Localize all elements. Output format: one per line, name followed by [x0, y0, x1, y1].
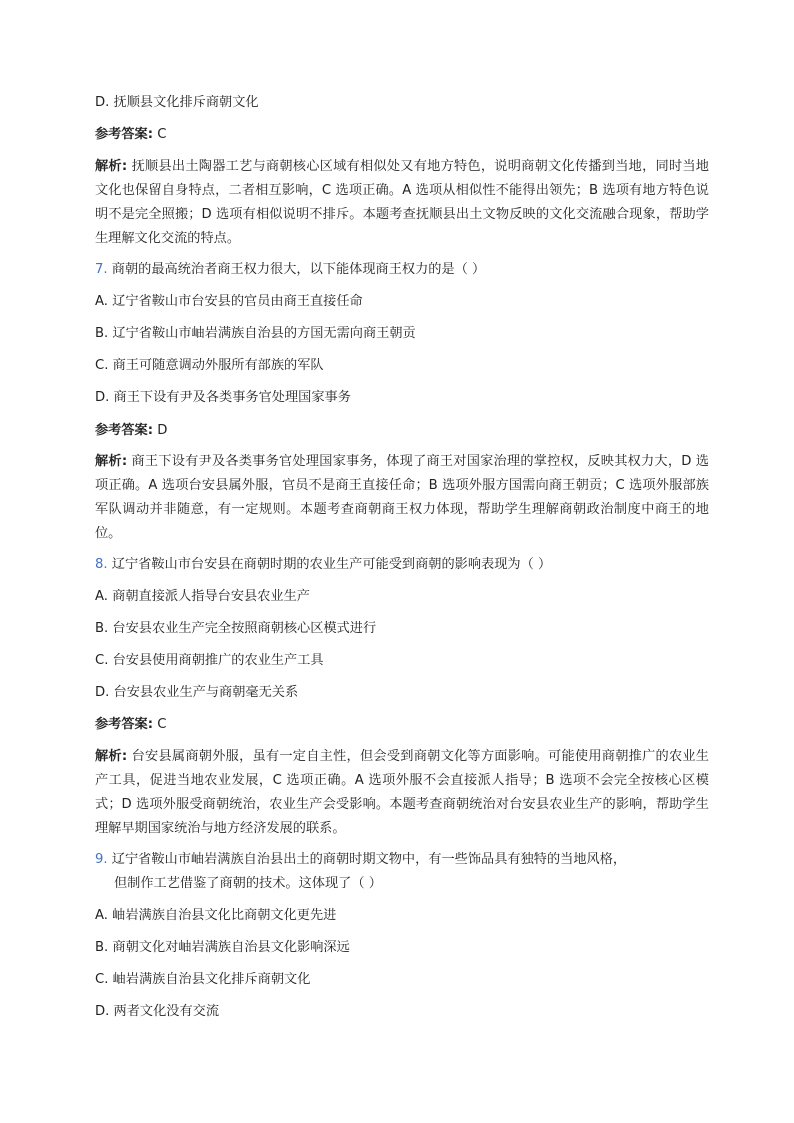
question-text: 辽宁省鞍山市台安县在商朝时期的农业生产可能受到商朝的影响表现为（ ） — [107, 557, 552, 572]
analysis-label: 解析: — [95, 159, 128, 174]
question-text: 辽宁省鞍山市岫岩满族自治县出土的商朝时期文物中，有一些饰品具有独特的当地风格， — [107, 852, 627, 867]
option-d-q7: D. 商王下设有尹及各类事务官处理国家事务 — [95, 390, 351, 405]
question-text: 商朝的最高统治者商王权力很大，以下能体现商王权力的是（ ） — [107, 262, 486, 277]
analysis-q7 — [95, 450, 709, 546]
answer-value: C — [153, 717, 167, 732]
option-d-q8: D. 台安县农业生产与商朝毫无关系 — [95, 685, 299, 700]
question-7 — [95, 260, 710, 280]
answer-q7 — [95, 421, 710, 441]
answer-q8 — [95, 715, 710, 735]
question-number: 9. — [95, 852, 108, 867]
analysis-text: 商王下设有尹及各类事务官处理国家事务，体现了商王对国家治理的掌控权，反映其权力大，D 选项正确。A 选项台安县属外服，官员不是商王直接任命；B 选项外服方国需向商王朝贡；C 选项外服部族军队调动并非随意，有一定规则。本题考查商朝商王权力体现，帮助学生理解商朝政治制度中商王的地位。 — [95, 454, 709, 541]
analysis-q6 — [95, 155, 709, 251]
question-number: 8. — [95, 557, 108, 572]
analysis-text: 台安县属商朝外服，虽有一定自主性，但会受到商朝文化等方面影响。可能使用商朝推广的农业生产工具，促进当地农业发展，C 选项正确。A 选项外服不会直接派人指导；B 选项不会完全按核心区模式；D 选项外服受商朝统治，农业生产会受影响。本题考查商朝统治对台安县农业生产的影响，帮助学生理解早期国家统治与地方经济发展的联系。 — [95, 749, 709, 836]
option-d-q9: D. 两者文化没有交流 — [95, 1004, 220, 1019]
option-a-q7: A. 辽宁省鞍山市台安县的官员由商王直接任命 — [95, 294, 363, 309]
option-c-q9: C. 岫岩满族自治县文化排斥商朝文化 — [95, 972, 311, 987]
option-b-q7: B. 辽宁省鞍山市岫岩满族自治县的方国无需向商王朝贡 — [95, 326, 416, 341]
answer-q6 — [95, 125, 710, 145]
option-a-q9: A. 岫岩满族自治县文化比商朝文化更先进 — [95, 908, 337, 923]
question-9 — [95, 850, 710, 870]
question-8 — [95, 555, 710, 575]
analysis-text: 抚顺县出土陶器工艺与商朝核心区域有相似处又有地方特色，说明商朝文化传播到当地，同时当地文化也保留自身特点，二者相互影响，C 选项正确。A 选项从相似性不能得出领先；B 选项有地方特色说明不是完全照搬；D 选项有相似说明不排斥。本题考查抚顺县出土文物反映的文化交流融合现象，帮助学生理解文化交流的特点。 — [95, 159, 709, 246]
question-9-continued: 但制作工艺借鉴了商朝的技术。这体现了（ ） — [114, 876, 382, 891]
analysis-label: 解析: — [95, 454, 128, 469]
answer-value: D — [153, 423, 168, 438]
option-c-q7: C. 商王可随意调动外服所有部族的军队 — [95, 358, 324, 373]
option-b-q8: B. 台安县农业生产完全按照商朝核心区模式进行 — [95, 621, 377, 636]
option-c-q8: C. 台安县使用商朝推广的农业生产工具 — [95, 653, 324, 668]
analysis-label: 解析: — [95, 749, 128, 764]
option-a-q8: A. 商朝直接派人指导台安县农业生产 — [95, 589, 310, 604]
question-number: 7. — [95, 262, 108, 277]
option-b-q9: B. 商朝文化对岫岩满族自治县文化影响深远 — [95, 940, 350, 955]
analysis-q8 — [95, 745, 709, 841]
answer-value: C — [153, 127, 167, 142]
answer-label: 参考答案: — [95, 423, 154, 438]
answer-label: 参考答案: — [95, 717, 154, 732]
option-d-q6: D. 抚顺县文化排斥商朝文化 — [95, 95, 259, 110]
answer-label: 参考答案: — [95, 127, 154, 142]
